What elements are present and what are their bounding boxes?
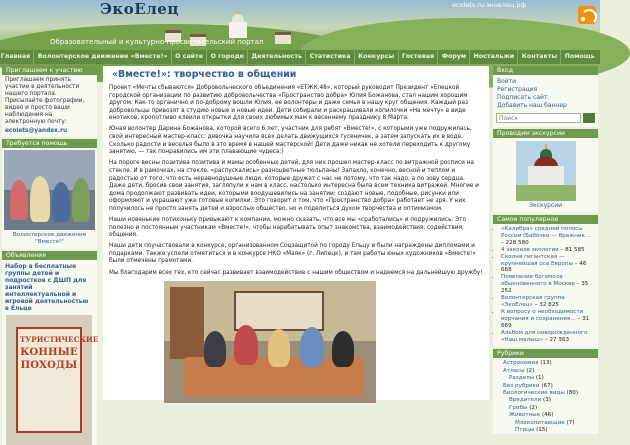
- rubrics-box: [493, 349, 598, 434]
- rubric-item[interactable]: [503, 375, 594, 382]
- sign-line: ТУРИСТИЧЕСКИЕ: [20, 335, 99, 344]
- popular-item[interactable]: [501, 254, 594, 275]
- popular-title[interactable]: К вопросу о необходимости ворчания и сохранения...: [501, 308, 584, 322]
- horse-tours-sign: [16, 327, 99, 433]
- popular-count: – 27 363: [544, 336, 570, 343]
- invite-box: [2, 66, 97, 137]
- popular-count: – 81 585: [560, 246, 585, 253]
- tours-box: [493, 129, 598, 213]
- login-heading: Вход: [493, 66, 598, 75]
- help-box: [2, 139, 97, 249]
- rubric-name[interactable]: Вредители: [509, 397, 542, 404]
- article-paragraph: Юная волонтер Дарина Божанова, которой всего 6 лет, участник для ребят «Вместе!», с которыми уже подружилась, свой интересный мастер-класс: девочка научила всех делать движущихся гусеничек, а затем запускать их в воде. Сколько радости и веселья было в это время в нашей мастерской! Дети даже никак не хотели переходить к другому занятию, — так понравились им эти плавающие чудеса:): [109, 126, 472, 156]
- article-paragraph: Наши дети поучаствовали в конкурсе, организованном Соцзащитой по городу Ельцу и были награждены дипломами и подарками. Также успели отметиться и в конкурсе НКО «Маяк» (г. Липецк), и там работы юных художников «Вместе!» были отмечены грамотами.: [109, 243, 476, 265]
- popular-title[interactable]: Появление богомола обыкновенного в Москве: [501, 274, 575, 288]
- popular-title[interactable]: «Калибра» средней полосы России (Бабочки — бражник...: [501, 226, 591, 239]
- popular-count: – 46 668: [501, 260, 587, 274]
- invite-email-link[interactable]: ecolets@yandex.ru: [5, 128, 68, 134]
- popular-title[interactable]: Альбом для новорожденного «Наш малыш»: [501, 329, 588, 343]
- article-paragraph: Мы благодарим всех тех, кто сейчас развивает взаимодействие с нашим обществом и надеемся на дальнейшую дружбу!: [109, 269, 483, 276]
- login-links: [493, 75, 598, 113]
- nav-item-volunteers[interactable]: Волонтерское движение «Вместе!»: [33, 50, 170, 64]
- nav-item-help[interactable]: Помощь: [560, 50, 598, 64]
- rubric-item[interactable]: [503, 383, 594, 390]
- rubric-item[interactable]: [503, 412, 594, 419]
- popular-box: [493, 215, 598, 347]
- article-paragraph: Наши новенькие потихоньку привыкают к компании, можно сказать, что все мы «сработались» и подружились. Это полезно и постоянным участникам «Вместе!», чтобы нарабатывать опыт знакомства, взаимодействия, содействия, общения.: [109, 217, 466, 239]
- popular-count: – 32 825: [534, 301, 559, 308]
- rubric-name[interactable]: Животные: [509, 412, 541, 419]
- nav-item-nostalgia[interactable]: Ностальжи: [469, 50, 517, 64]
- ads-box: [2, 251, 97, 445]
- right-sidebar: [493, 66, 598, 434]
- rubric-count: (2): [526, 367, 535, 374]
- search-form: [493, 113, 598, 127]
- rubric-count: (15): [536, 427, 548, 434]
- main-content: [103, 66, 489, 400]
- popular-heading: Самое популярное: [493, 215, 598, 224]
- rubric-item[interactable]: [503, 390, 594, 397]
- volunteers-caption[interactable]: Волонтерское движение "Вместе!": [12, 232, 87, 245]
- popular-item[interactable]: [501, 309, 594, 330]
- rubric-count: (1): [535, 375, 544, 382]
- invite-text: Приглашаем принять участие в деятельности нашего портала. Присылайте фотографии, видео и просто ваши наблюдения на электронную почту:: [5, 77, 85, 125]
- site-tagline: Образовательный и культурно-просветительский портал: [50, 38, 264, 46]
- help-heading: Требуется помощь: [2, 139, 97, 148]
- rubric-name[interactable]: Без рубрики: [503, 382, 540, 389]
- rubric-item[interactable]: [503, 397, 594, 404]
- article-photo[interactable]: [164, 281, 376, 403]
- popular-title[interactable]: Сколня гигантская — крупнейшая оса Европы: [501, 253, 573, 267]
- rubric-name[interactable]: Астрономия: [503, 360, 539, 367]
- popular-list: [493, 224, 598, 347]
- login-link[interactable]: Войти: [497, 78, 517, 85]
- article-paragraph: Проект «Мечты сбываются» Добровольческого объединения «ЕТЖК.48», который руководит Президент «Елецкой городской организации по развитию добровольчества «Пространство добра» Юлия Божанова, стал нашим хорошим другом. Как-то органично и по-доброму вошли Юлия, ее волонтеры и даже семья в нашу круг общения. Каждый раз добровольцы привозят в студию новые и новые идеи. Дети собирали и раскрашивали копилочки «На мечту» в виде енотиков, кропотливо клеили открытки для своих любимых мам к весеннему празднику 8 Марта.: [109, 85, 469, 122]
- rubric-item[interactable]: [503, 405, 594, 412]
- popular-title[interactable]: Волонтерская группа «ЭкоЕлец»: [501, 295, 565, 308]
- rubric-name[interactable]: Грибы: [509, 404, 528, 411]
- main-nav: [0, 50, 600, 64]
- popular-item[interactable]: [501, 274, 594, 295]
- rubrics-heading: Рубрики: [493, 349, 598, 358]
- rubric-item[interactable]: [503, 420, 594, 427]
- rubric-name[interactable]: Биологические виды: [503, 390, 565, 397]
- rubric-count: (80): [566, 390, 579, 397]
- house-illustration: [275, 32, 291, 44]
- site-title[interactable]: ЭкоЕлец: [100, 0, 179, 18]
- rss-icon[interactable]: [578, 6, 596, 24]
- left-sidebar: [2, 66, 97, 400]
- nav-item-activity[interactable]: Деятельность: [247, 50, 305, 64]
- invite-heading: Приглашаем к участию: [2, 66, 97, 75]
- rubric-item[interactable]: [503, 368, 594, 375]
- tours-heading: Проводим экскурсии: [493, 129, 598, 138]
- rubric-item[interactable]: [503, 360, 594, 367]
- rubric-count: (13): [540, 360, 552, 367]
- rubric-name[interactable]: Атласы: [503, 367, 525, 374]
- sign-line: КОННЫЕ: [20, 347, 78, 358]
- tours-caption[interactable]: Экскурсии: [528, 202, 563, 209]
- rubric-count: (3): [543, 397, 551, 404]
- article-title[interactable]: «Вместе!»: творчество в общении: [112, 69, 297, 80]
- rubric-name[interactable]: Птицы: [515, 427, 535, 434]
- rubric-count: (2): [529, 404, 538, 411]
- rubric-name[interactable]: Млекопитающие: [515, 419, 565, 426]
- ads-link[interactable]: Набор в бесплатные группы детей и подростков с ДШП для занятий интеллектуальной и игровой деятельностью в Ельце: [5, 263, 89, 312]
- login-box: [493, 66, 598, 127]
- popular-count: – 31 669: [501, 315, 590, 329]
- popular-item[interactable]: [501, 295, 594, 309]
- rubric-count: (7): [566, 419, 575, 426]
- rubric-item[interactable]: [503, 427, 594, 434]
- search-input[interactable]: [496, 113, 581, 123]
- rubric-name[interactable]: Разделы: [509, 375, 535, 382]
- ads-heading: Объявления: [2, 251, 97, 260]
- church-illustration: [225, 10, 251, 38]
- site-header: [0, 0, 600, 50]
- popular-item[interactable]: [501, 247, 594, 254]
- church-photo[interactable]: [516, 141, 576, 201]
- register-link[interactable]: Регистрация: [497, 86, 538, 93]
- rubric-count: (46): [541, 412, 554, 419]
- nav-item-contacts[interactable]: Контакты: [517, 50, 560, 64]
- nav-item-statistics[interactable]: Статистика: [305, 50, 354, 64]
- nav-item-home[interactable]: Главная: [0, 53, 31, 60]
- nav-item-about-city[interactable]: О городе: [206, 50, 247, 64]
- popular-item[interactable]: [501, 226, 594, 247]
- subscribe-link[interactable]: Подписать сайт: [497, 94, 548, 101]
- sign-line: ПОХОДЫ: [20, 360, 78, 371]
- popular-count: – 228 580: [501, 239, 529, 246]
- nav-item-contests[interactable]: Конкурсы: [354, 50, 398, 64]
- popular-item[interactable]: [501, 330, 594, 344]
- popular-count: – 35 252: [501, 281, 589, 295]
- volunteers-photo[interactable]: [4, 150, 95, 230]
- popular-title[interactable]: 4 законов экологии: [501, 246, 559, 253]
- nav-item-guestbook[interactable]: Гостевая: [398, 50, 438, 64]
- rubrics-list: [493, 358, 598, 434]
- search-button[interactable]: [583, 113, 595, 123]
- horse-tours-banner[interactable]: [6, 315, 99, 445]
- article-paragraph: На пороге весны позитива позитива и мамы особенных детей, для них прошел мастер-класс по витражной росписи на стекле. И в рамочках, на стекле, «распускались» разноцветные тюльпаны! Запахло, конечно, весной и теплом и радостью от того, что есть неравнодушные люди, которые дружат с нас не потому, что так надо, а по зову сердца. Даже дети, бросив свои занятия, загляпули к нам в класс, настолько интересна была всем техника витражей. Многие и дома продолжают развивать идеи, которыми воодушевились на занятии: создают новые, подобные, рисунки или оформляют и украшают уже готовые копилки. Это говорит о том, что «Пространство добра» работает не зря. У них получилось не просто занять детей и взрослых общество, но и поделиться духом творчества и оптимизмом.: [109, 160, 479, 212]
- nav-item-about-site[interactable]: О сайте: [171, 50, 206, 64]
- add-banner-link[interactable]: Добавить наш баннер: [497, 102, 567, 109]
- rubric-count: (67): [541, 382, 553, 389]
- nav-item-forum[interactable]: Форум: [437, 50, 469, 64]
- site-domains: ecolets.ru экоелец.рф: [452, 1, 527, 9]
